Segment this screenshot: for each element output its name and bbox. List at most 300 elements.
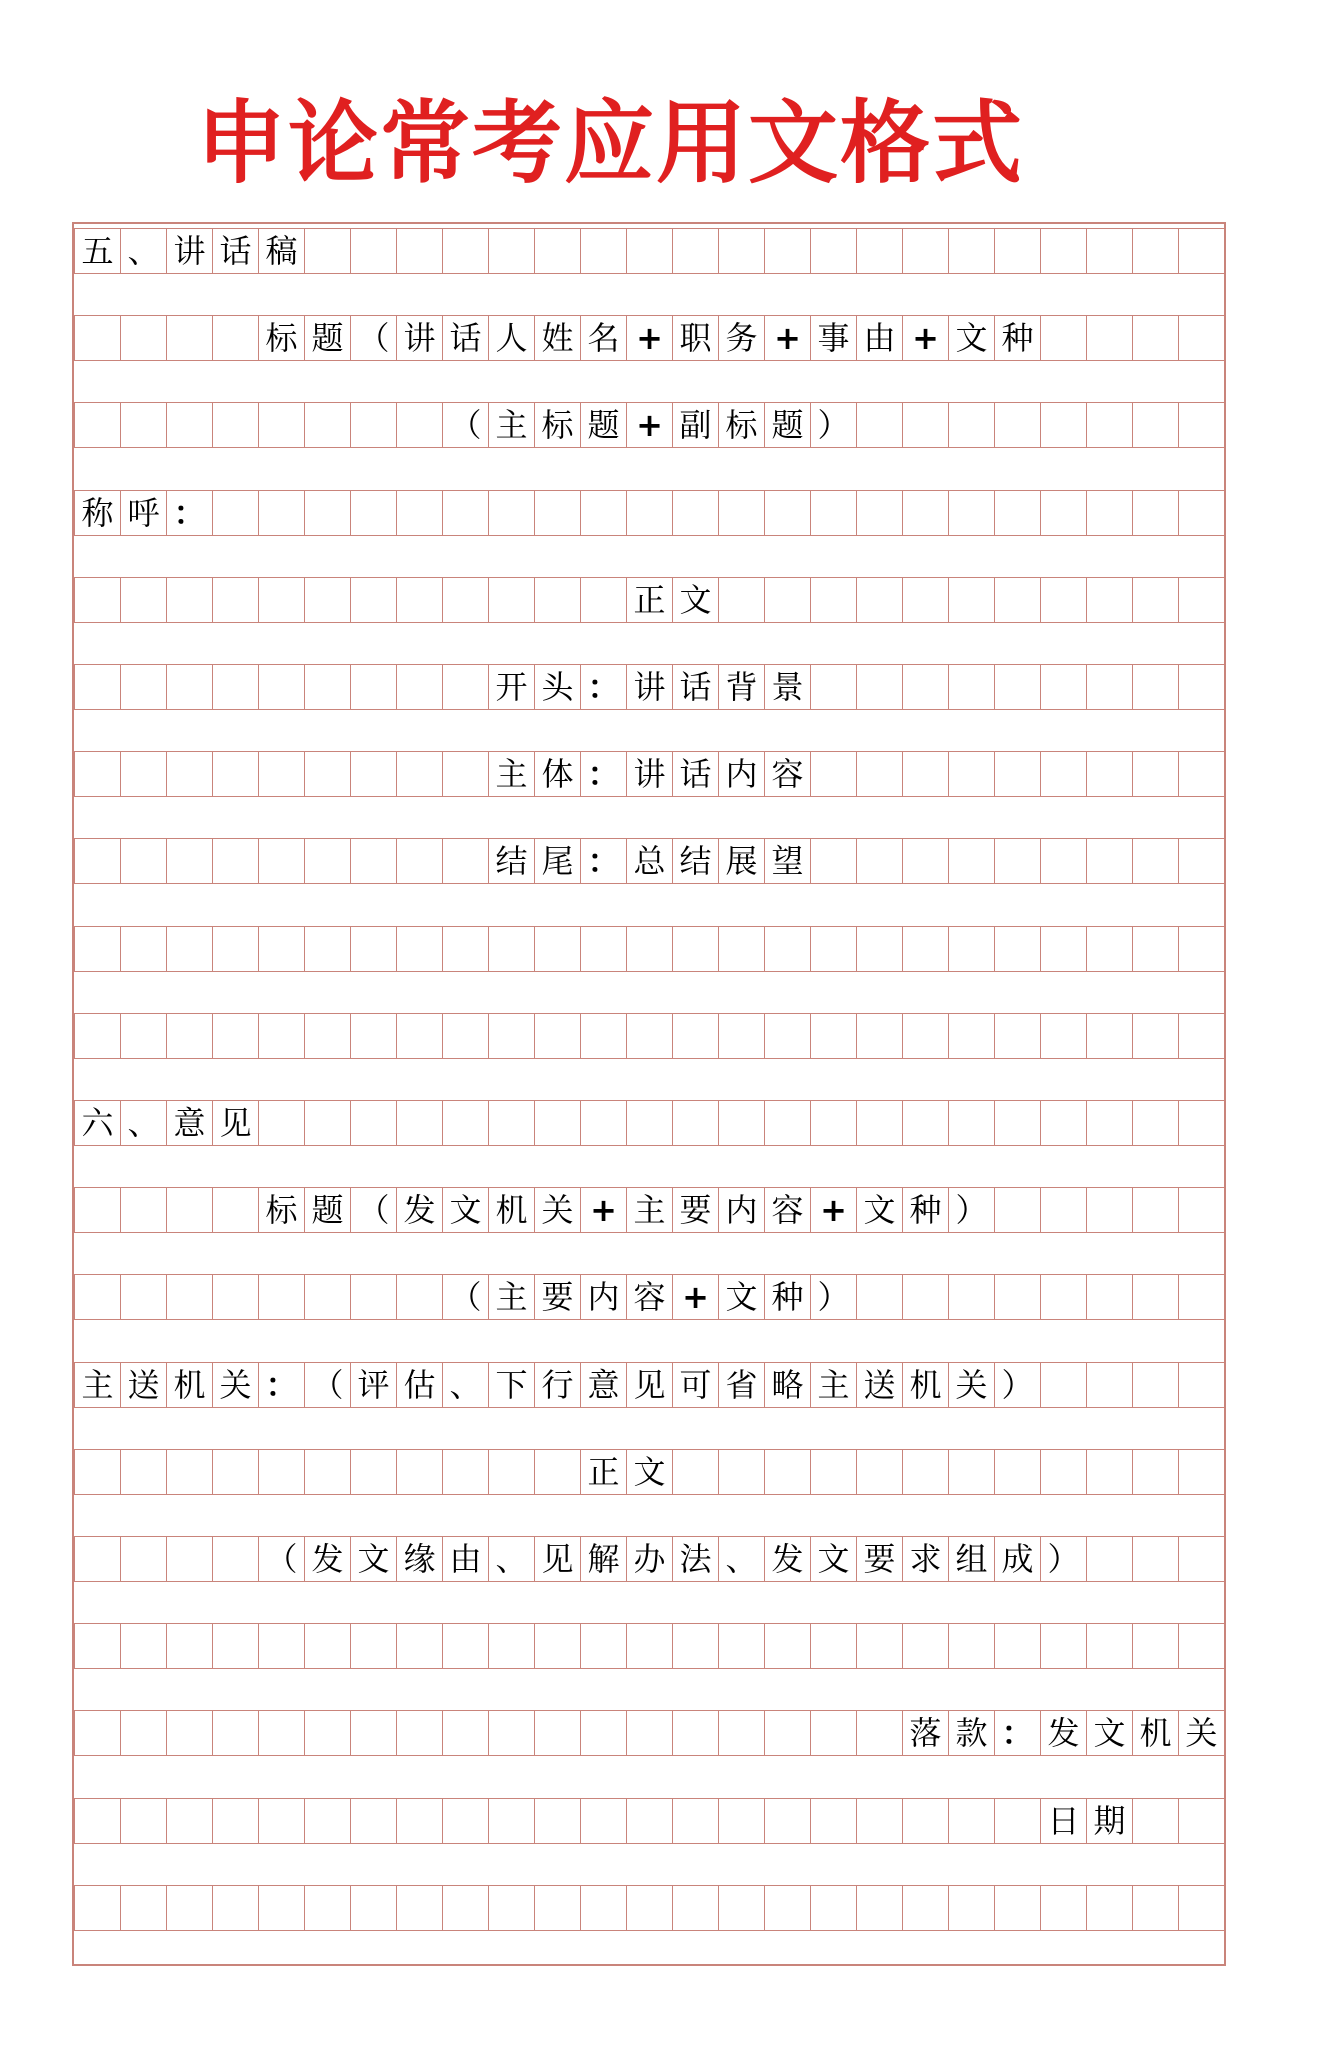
grid-cell <box>718 1885 764 1931</box>
grid-cell: 事 <box>810 315 856 361</box>
grid-cell <box>442 751 488 797</box>
grid-cell <box>488 228 534 274</box>
grid-cell <box>534 228 580 274</box>
grid-cell: 主 <box>488 402 534 448</box>
grid-cell <box>74 664 120 710</box>
grid-cell: 话 <box>442 315 488 361</box>
grid-cell: 容 <box>626 1274 672 1320</box>
grid-cell <box>304 1274 350 1320</box>
grid-cell: 标 <box>258 1187 304 1233</box>
grid-cell <box>442 1449 488 1495</box>
grid-cell: 标 <box>258 315 304 361</box>
grid-cell: 文 <box>1086 1710 1132 1756</box>
grid-cell: ： <box>166 490 212 536</box>
grid-cell <box>1086 1362 1132 1408</box>
grid-cell <box>856 664 902 710</box>
grid-cell <box>212 1449 258 1495</box>
grid-cell <box>442 490 488 536</box>
grid-cell <box>1086 315 1132 361</box>
grid-cell: 话 <box>212 228 258 274</box>
grid-cell <box>672 1013 718 1059</box>
grid-cell <box>258 1623 304 1669</box>
grid-cell <box>166 664 212 710</box>
grid-cell <box>856 926 902 972</box>
grid-cell <box>74 1710 120 1756</box>
grid-cell: 六 <box>74 1100 120 1146</box>
grid-cell <box>1132 402 1178 448</box>
grid-cell: + <box>672 1274 718 1320</box>
grid-cell <box>304 751 350 797</box>
grid-cell: 文 <box>442 1187 488 1233</box>
grid-cell: 下 <box>488 1362 534 1408</box>
grid-cell <box>764 1449 810 1495</box>
grid-cell <box>1040 315 1086 361</box>
grid-cell: 主 <box>626 1187 672 1233</box>
grid-cell <box>902 490 948 536</box>
grid-cell: 送 <box>856 1362 902 1408</box>
grid-cell <box>1178 1274 1224 1320</box>
grid-cell <box>810 577 856 623</box>
grid-cell <box>442 228 488 274</box>
grid-cell: 望 <box>764 838 810 884</box>
grid-cell <box>350 577 396 623</box>
grid-cell <box>74 1536 120 1582</box>
grid-cell: ） <box>948 1187 994 1233</box>
grid-cell <box>350 1013 396 1059</box>
grid-cell <box>120 402 166 448</box>
grid-cell <box>258 926 304 972</box>
writing-grid-sheet <box>72 222 1226 1966</box>
grid-cell <box>580 1885 626 1931</box>
grid-cell <box>948 1100 994 1146</box>
grid-cell <box>212 402 258 448</box>
grid-cell: 由 <box>856 315 902 361</box>
grid-cell <box>764 926 810 972</box>
grid-cell <box>718 577 764 623</box>
grid-cell <box>1132 1623 1178 1669</box>
grid-cell: 呼 <box>120 490 166 536</box>
grid-cell <box>810 1885 856 1931</box>
grid-row <box>74 228 1224 274</box>
grid-cell <box>166 1187 212 1233</box>
grid-cell <box>1132 490 1178 536</box>
grid-cell <box>1132 315 1178 361</box>
grid-cell <box>396 664 442 710</box>
grid-cell <box>304 402 350 448</box>
grid-cell <box>902 402 948 448</box>
grid-cell <box>442 577 488 623</box>
grid-cell: 关 <box>534 1187 580 1233</box>
grid-cell <box>994 926 1040 972</box>
grid-cell <box>120 838 166 884</box>
grid-cell <box>120 664 166 710</box>
grid-cell: 要 <box>856 1536 902 1582</box>
grid-cell <box>396 1013 442 1059</box>
grid-cell: 估 <box>396 1362 442 1408</box>
grid-cell <box>1086 1100 1132 1146</box>
grid-cell <box>350 1449 396 1495</box>
grid-cell <box>74 1187 120 1233</box>
grid-cell <box>166 1710 212 1756</box>
grid-cell <box>1086 1187 1132 1233</box>
grid-cell <box>258 490 304 536</box>
grid-cell <box>626 926 672 972</box>
grid-cell <box>1132 1362 1178 1408</box>
grid-cell: ） <box>810 402 856 448</box>
grid-cell <box>948 751 994 797</box>
grid-cell <box>74 1449 120 1495</box>
grid-cell: 展 <box>718 838 764 884</box>
grid-cell: 称 <box>74 490 120 536</box>
grid-cell <box>902 664 948 710</box>
grid-cell <box>166 315 212 361</box>
grid-cell: 种 <box>994 315 1040 361</box>
grid-cell <box>1132 1013 1178 1059</box>
grid-cell: 讲 <box>626 751 672 797</box>
grid-cell <box>1178 926 1224 972</box>
grid-cell: ） <box>810 1274 856 1320</box>
grid-cell <box>534 1449 580 1495</box>
grid-cell <box>212 926 258 972</box>
grid-cell <box>948 577 994 623</box>
grid-cell: 题 <box>580 402 626 448</box>
grid-cell <box>304 1623 350 1669</box>
grid-cell <box>810 751 856 797</box>
grid-cell <box>1086 1885 1132 1931</box>
grid-cell <box>488 1013 534 1059</box>
grid-cell <box>994 490 1040 536</box>
grid-cell <box>396 577 442 623</box>
grid-cell <box>212 1885 258 1931</box>
grid-cell <box>74 1798 120 1844</box>
grid-cell <box>902 1100 948 1146</box>
grid-cell <box>580 228 626 274</box>
grid-cell <box>810 228 856 274</box>
grid-cell: ： <box>580 664 626 710</box>
grid-cell: + <box>580 1187 626 1233</box>
grid-cell: 文 <box>810 1536 856 1582</box>
grid-cell <box>856 838 902 884</box>
grid-cell: + <box>902 315 948 361</box>
grid-cell <box>396 1449 442 1495</box>
grid-cell: 种 <box>902 1187 948 1233</box>
grid-cell <box>120 1710 166 1756</box>
grid-cell <box>948 1885 994 1931</box>
grid-cell <box>1178 228 1224 274</box>
grid-cell <box>1040 1885 1086 1931</box>
grid-cell <box>856 228 902 274</box>
grid-cell <box>258 1013 304 1059</box>
grid-cell <box>764 1885 810 1931</box>
grid-cell: （ <box>350 315 396 361</box>
grid-cell <box>74 1885 120 1931</box>
grid-cell <box>350 926 396 972</box>
grid-cell <box>626 1885 672 1931</box>
grid-cell <box>350 1710 396 1756</box>
grid-cell <box>534 1798 580 1844</box>
grid-cell <box>304 1885 350 1931</box>
grid-cell <box>626 490 672 536</box>
grid-cell <box>948 926 994 972</box>
grid-cell <box>350 1100 396 1146</box>
grid-cell <box>120 315 166 361</box>
grid-cell <box>994 228 1040 274</box>
grid-cell <box>1178 838 1224 884</box>
grid-cell <box>396 1710 442 1756</box>
grid-cell: 求 <box>902 1536 948 1582</box>
grid-cell <box>1086 1536 1132 1582</box>
grid-cell <box>396 490 442 536</box>
grid-cell <box>1040 1274 1086 1320</box>
grid-cell <box>488 1623 534 1669</box>
grid-cell: 机 <box>166 1362 212 1408</box>
grid-cell <box>718 490 764 536</box>
grid-cell <box>74 1013 120 1059</box>
grid-cell <box>810 1449 856 1495</box>
grid-cell <box>396 1798 442 1844</box>
grid-cell: ） <box>994 1362 1040 1408</box>
grid-cell <box>810 926 856 972</box>
grid-cell <box>166 1274 212 1320</box>
grid-cell <box>948 838 994 884</box>
grid-cell <box>672 1885 718 1931</box>
grid-cell: 、 <box>120 228 166 274</box>
grid-cell <box>902 1885 948 1931</box>
grid-cell <box>534 926 580 972</box>
grid-cell <box>396 1623 442 1669</box>
grid-cell <box>626 1798 672 1844</box>
grid-cell <box>304 228 350 274</box>
grid-cell: 文 <box>626 1449 672 1495</box>
grid-cell <box>856 1623 902 1669</box>
grid-cell <box>120 1536 166 1582</box>
grid-cell <box>994 664 1040 710</box>
grid-cell <box>764 1623 810 1669</box>
grid-row <box>74 1536 1224 1582</box>
grid-cell <box>1132 751 1178 797</box>
grid-cell: 题 <box>304 315 350 361</box>
grid-cell: 文 <box>350 1536 396 1582</box>
grid-cell <box>442 1710 488 1756</box>
grid-cell <box>810 490 856 536</box>
grid-cell <box>304 1013 350 1059</box>
grid-cell: 内 <box>580 1274 626 1320</box>
grid-cell <box>258 1449 304 1495</box>
grid-cell <box>856 402 902 448</box>
grid-cell <box>1040 1187 1086 1233</box>
grid-cell: 结 <box>488 838 534 884</box>
grid-cell: 解 <box>580 1536 626 1582</box>
grid-cell: 、 <box>488 1536 534 1582</box>
grid-cell <box>166 1885 212 1931</box>
grid-cell <box>626 228 672 274</box>
grid-cell <box>534 1100 580 1146</box>
grid-cell <box>74 1623 120 1669</box>
grid-cell <box>120 1798 166 1844</box>
grid-row <box>74 490 1224 536</box>
grid-cell <box>1178 1100 1224 1146</box>
grid-cell <box>580 1623 626 1669</box>
grid-cell <box>120 926 166 972</box>
grid-cell: 评 <box>350 1362 396 1408</box>
grid-cell <box>810 664 856 710</box>
grid-cell: 、 <box>718 1536 764 1582</box>
grid-cell <box>74 402 120 448</box>
grid-cell: 机 <box>902 1362 948 1408</box>
grid-cell <box>1132 838 1178 884</box>
grid-cell <box>488 1449 534 1495</box>
grid-cell <box>856 1885 902 1931</box>
grid-cell: 种 <box>764 1274 810 1320</box>
grid-cell: 由 <box>442 1536 488 1582</box>
grid-row <box>74 838 1224 884</box>
grid-cell: 标 <box>534 402 580 448</box>
grid-cell <box>1086 1274 1132 1320</box>
grid-cell <box>212 1623 258 1669</box>
grid-cell: 主 <box>488 751 534 797</box>
grid-cell: 容 <box>764 751 810 797</box>
grid-cell <box>166 1536 212 1582</box>
grid-cell <box>396 1885 442 1931</box>
grid-cell: 成 <box>994 1536 1040 1582</box>
grid-cell: 头 <box>534 664 580 710</box>
grid-cell <box>1132 577 1178 623</box>
grid-cell <box>258 1798 304 1844</box>
grid-cell: 办 <box>626 1536 672 1582</box>
grid-cell <box>442 838 488 884</box>
grid-cell <box>1178 1885 1224 1931</box>
grid-cell <box>1132 664 1178 710</box>
grid-cell <box>1086 926 1132 972</box>
grid-cell <box>948 228 994 274</box>
grid-cell <box>1086 1013 1132 1059</box>
grid-cell <box>74 926 120 972</box>
grid-cell <box>534 1623 580 1669</box>
grid-cell <box>120 1449 166 1495</box>
grid-cell: 关 <box>1178 1710 1224 1756</box>
grid-row <box>74 664 1224 710</box>
grid-cell <box>396 751 442 797</box>
grid-cell <box>994 838 1040 884</box>
grid-cell <box>810 1013 856 1059</box>
grid-cell: 见 <box>534 1536 580 1582</box>
grid-cell <box>166 1798 212 1844</box>
grid-cell <box>948 1798 994 1844</box>
grid-cell <box>1178 1187 1224 1233</box>
grid-cell: 意 <box>580 1362 626 1408</box>
grid-cell <box>580 926 626 972</box>
grid-cell: 、 <box>442 1362 488 1408</box>
grid-cell <box>1086 1623 1132 1669</box>
grid-cell: 机 <box>1132 1710 1178 1756</box>
grid-row <box>74 1100 1224 1146</box>
grid-cell <box>350 228 396 274</box>
grid-cell <box>350 838 396 884</box>
grid-cell <box>534 490 580 536</box>
grid-cell <box>994 1449 1040 1495</box>
grid-cell: 主 <box>810 1362 856 1408</box>
grid-cell <box>1086 751 1132 797</box>
grid-cell <box>120 1013 166 1059</box>
grid-cell <box>580 490 626 536</box>
grid-cell: 副 <box>672 402 718 448</box>
grid-cell: 组 <box>948 1536 994 1582</box>
grid-cell: 体 <box>534 751 580 797</box>
grid-row <box>74 751 1224 797</box>
grid-cell <box>994 577 1040 623</box>
grid-cell <box>74 577 120 623</box>
grid-row <box>74 1710 1224 1756</box>
grid-cell <box>672 1710 718 1756</box>
grid-cell <box>396 838 442 884</box>
grid-cell: 行 <box>534 1362 580 1408</box>
grid-cell: 要 <box>534 1274 580 1320</box>
grid-cell: 文 <box>856 1187 902 1233</box>
grid-cell <box>810 1100 856 1146</box>
grid-cell <box>212 490 258 536</box>
grid-cell <box>902 1013 948 1059</box>
grid-cell <box>764 577 810 623</box>
grid-cell <box>1040 1362 1086 1408</box>
grid-cell <box>810 1710 856 1756</box>
grid-cell: 见 <box>626 1362 672 1408</box>
grid-cell <box>1132 1100 1178 1146</box>
grid-cell <box>672 1798 718 1844</box>
grid-cell: 话 <box>672 664 718 710</box>
grid-cell <box>1040 926 1086 972</box>
grid-cell <box>1086 664 1132 710</box>
grid-cell <box>718 1100 764 1146</box>
grid-cell <box>948 1623 994 1669</box>
grid-cell <box>166 926 212 972</box>
grid-cell: （ <box>304 1362 350 1408</box>
grid-cell <box>166 751 212 797</box>
grid-cell <box>350 1885 396 1931</box>
grid-cell: 讲 <box>626 664 672 710</box>
grid-cell <box>212 1710 258 1756</box>
grid-cell <box>764 1100 810 1146</box>
grid-cell <box>1040 838 1086 884</box>
grid-cell <box>718 926 764 972</box>
grid-row <box>74 315 1224 361</box>
grid-cell <box>948 1274 994 1320</box>
grid-cell <box>1132 1187 1178 1233</box>
grid-cell <box>212 1187 258 1233</box>
grid-cell <box>1178 1536 1224 1582</box>
grid-cell <box>396 926 442 972</box>
grid-cell <box>442 1885 488 1931</box>
grid-cell: 发 <box>1040 1710 1086 1756</box>
grid-cell <box>212 838 258 884</box>
grid-cell: 内 <box>718 751 764 797</box>
grid-cell <box>994 1885 1040 1931</box>
grid-cell: + <box>626 402 672 448</box>
grid-cell <box>1040 402 1086 448</box>
grid-cell: ： <box>994 1710 1040 1756</box>
grid-cell <box>304 490 350 536</box>
grid-cell <box>442 926 488 972</box>
grid-cell <box>902 1623 948 1669</box>
grid-row <box>74 1013 1224 1059</box>
grid-cell <box>718 1798 764 1844</box>
grid-cell <box>1178 664 1224 710</box>
grid-cell <box>442 1100 488 1146</box>
grid-cell <box>258 1100 304 1146</box>
grid-cell <box>1132 228 1178 274</box>
grid-cell: 职 <box>672 315 718 361</box>
grid-row <box>74 926 1224 972</box>
grid-cell <box>1132 1274 1178 1320</box>
